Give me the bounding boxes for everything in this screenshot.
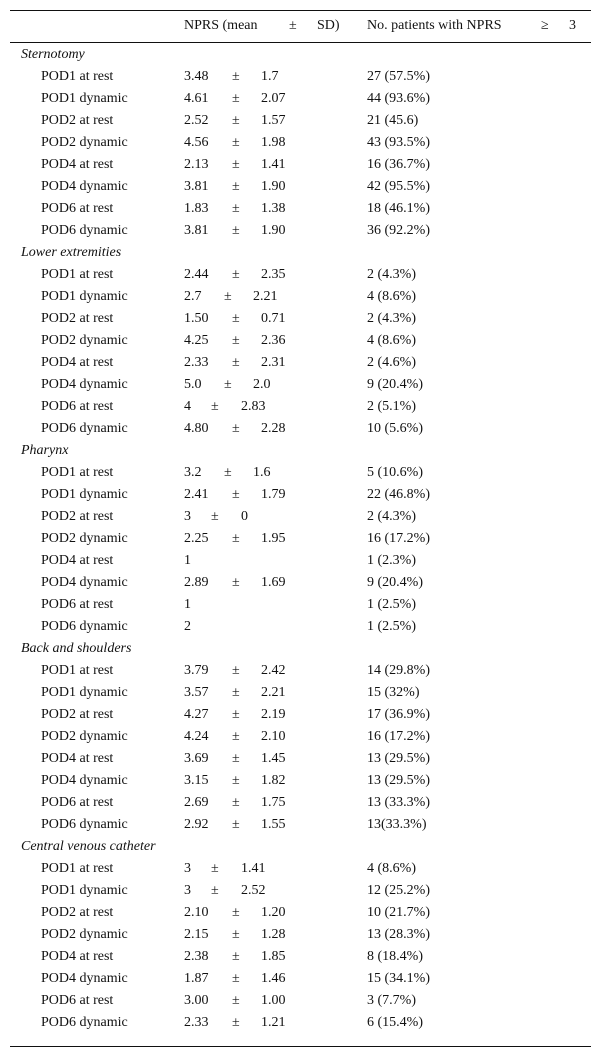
- table-row: [0, 374, 602, 396]
- mean-value: 2.92: [184, 817, 209, 832]
- table-row: [0, 616, 602, 638]
- patient-count: 4 (8.6%): [367, 333, 416, 348]
- mean-value: 4.25: [184, 333, 209, 348]
- row-label: POD4 dynamic: [41, 575, 128, 590]
- patient-count: 17 (36.9%): [367, 707, 430, 722]
- row-label: POD4 dynamic: [41, 179, 128, 194]
- plus-minus-sign: ±: [232, 91, 240, 106]
- sd-value: 1.46: [261, 971, 286, 986]
- sd-value: 1.6: [253, 465, 271, 480]
- table-row: [0, 528, 602, 550]
- plus-minus-sign: ±: [232, 707, 240, 722]
- mean-value: 3: [184, 509, 191, 524]
- patient-count: 12 (25.2%): [367, 883, 430, 898]
- sd-value: 2.0: [253, 377, 271, 392]
- mean-value: 2.10: [184, 905, 209, 920]
- table-row: [0, 968, 602, 990]
- sd-value: 2.31: [261, 355, 286, 370]
- plus-minus-sign: ±: [232, 421, 240, 436]
- patient-count: 10 (21.7%): [367, 905, 430, 920]
- patient-count: 27 (57.5%): [367, 69, 430, 84]
- mean-value: 1: [184, 553, 191, 568]
- mean-value: 3.15: [184, 773, 209, 788]
- table-row: [0, 550, 602, 572]
- row-label: POD1 at rest: [41, 663, 114, 678]
- patient-count: 1 (2.5%): [367, 619, 416, 634]
- table-row: [0, 748, 602, 770]
- group-heading: Sternotomy: [21, 47, 85, 62]
- sd-value: 1.85: [261, 949, 286, 964]
- sd-value: 2.07: [261, 91, 286, 106]
- table-row: [0, 1012, 602, 1034]
- mean-value: 1.87: [184, 971, 209, 986]
- sd-value: 2.42: [261, 663, 286, 678]
- group-heading: Lower extremities: [21, 245, 122, 260]
- table-row: [0, 418, 602, 440]
- patient-count: 13 (29.5%): [367, 773, 430, 788]
- sd-value: 2.83: [241, 399, 266, 414]
- plus-minus-sign: ±: [232, 333, 240, 348]
- patient-count: 18 (46.1%): [367, 201, 430, 216]
- patient-count: 21 (45.6): [367, 113, 419, 128]
- plus-minus-sign: ±: [232, 531, 240, 546]
- row-label: POD4 at rest: [41, 751, 114, 766]
- plus-minus-sign: ±: [232, 949, 240, 964]
- mean-value: 5.0: [184, 377, 202, 392]
- group-heading: Back and shoulders: [21, 641, 132, 656]
- sd-value: 1.20: [261, 905, 286, 920]
- table-row: [0, 858, 602, 880]
- table-row: [0, 110, 602, 132]
- row-label: POD4 at rest: [41, 355, 114, 370]
- mean-value: 2.15: [184, 927, 209, 942]
- patient-count: 1 (2.3%): [367, 553, 416, 568]
- table-row: [0, 990, 602, 1012]
- plus-minus-sign: ±: [232, 773, 240, 788]
- row-label: POD4 at rest: [41, 553, 114, 568]
- header-greater-equal: ≥: [541, 18, 549, 33]
- table-row: [0, 220, 602, 242]
- sd-value: 1.21: [261, 1015, 286, 1030]
- plus-minus-sign: ±: [232, 751, 240, 766]
- mean-value: 3.81: [184, 179, 209, 194]
- mean-value: 1: [184, 597, 191, 612]
- mean-value: 2.44: [184, 267, 209, 282]
- plus-minus-sign: ±: [232, 795, 240, 810]
- row-label: POD6 dynamic: [41, 619, 128, 634]
- row-label: POD4 dynamic: [41, 377, 128, 392]
- group-heading: Central venous catheter: [21, 839, 156, 854]
- sd-value: 2.35: [261, 267, 286, 282]
- row-label: POD2 at rest: [41, 311, 114, 326]
- plus-minus-sign: ±: [232, 487, 240, 502]
- patient-count: 9 (20.4%): [367, 377, 423, 392]
- plus-minus-sign: ±: [232, 179, 240, 194]
- table-row: [0, 902, 602, 924]
- sd-value: 1.90: [261, 179, 286, 194]
- patient-count: 13 (28.3%): [367, 927, 430, 942]
- plus-minus-sign: ±: [232, 685, 240, 700]
- row-label: POD6 dynamic: [41, 223, 128, 238]
- row-label: POD1 at rest: [41, 861, 114, 876]
- sd-value: 1.69: [261, 575, 286, 590]
- sd-value: 2.28: [261, 421, 286, 436]
- patient-count: 5 (10.6%): [367, 465, 423, 480]
- row-label: POD6 at rest: [41, 201, 114, 216]
- table-row: [0, 704, 602, 726]
- row-label: POD4 dynamic: [41, 773, 128, 788]
- patient-count: 2 (4.3%): [367, 311, 416, 326]
- mean-value: 4.61: [184, 91, 209, 106]
- row-label: POD1 dynamic: [41, 685, 128, 700]
- mean-value: 2.38: [184, 949, 209, 964]
- plus-minus-sign: ±: [232, 927, 240, 942]
- sd-value: 2.21: [253, 289, 278, 304]
- table-row: [0, 594, 602, 616]
- row-label: POD6 at rest: [41, 795, 114, 810]
- mean-value: 4.27: [184, 707, 209, 722]
- mean-value: 2: [184, 619, 191, 634]
- table-row: [0, 682, 602, 704]
- patient-count: 16 (36.7%): [367, 157, 430, 172]
- plus-minus-sign: ±: [232, 1015, 240, 1030]
- mean-value: 4.80: [184, 421, 209, 436]
- plus-minus-sign: ±: [232, 575, 240, 590]
- mean-value: 3.79: [184, 663, 209, 678]
- sd-value: 2.52: [241, 883, 266, 898]
- plus-minus-sign: ±: [211, 399, 219, 414]
- row-label: POD6 dynamic: [41, 817, 128, 832]
- plus-minus-sign: ±: [232, 113, 240, 128]
- patient-count: 16 (17.2%): [367, 729, 430, 744]
- plus-minus-sign: ±: [232, 729, 240, 744]
- patient-count: 16 (17.2%): [367, 531, 430, 546]
- plus-minus-sign: ±: [211, 883, 219, 898]
- row-label: POD4 dynamic: [41, 971, 128, 986]
- header-nprs-mean: NPRS (mean: [184, 18, 258, 33]
- patient-count: 36 (92.2%): [367, 223, 430, 238]
- plus-minus-sign: ±: [232, 223, 240, 238]
- mean-value: 3.69: [184, 751, 209, 766]
- table-row: [0, 814, 602, 836]
- row-label: POD2 at rest: [41, 707, 114, 722]
- patient-count: 6 (15.4%): [367, 1015, 423, 1030]
- patient-count: 15 (32%): [367, 685, 420, 700]
- plus-minus-sign: ±: [211, 509, 219, 524]
- mean-value: 2.41: [184, 487, 209, 502]
- table-row: [0, 132, 602, 154]
- patient-count: 4 (8.6%): [367, 861, 416, 876]
- patient-count: 3 (7.7%): [367, 993, 416, 1008]
- row-label: POD2 dynamic: [41, 531, 128, 546]
- row-label: POD2 at rest: [41, 509, 114, 524]
- mean-value: 4.24: [184, 729, 209, 744]
- table-row: [0, 792, 602, 814]
- header-patient-count: No. patients with NPRS: [367, 18, 502, 33]
- sd-value: 1.90: [261, 223, 286, 238]
- table-row: [0, 946, 602, 968]
- row-label: POD4 at rest: [41, 949, 114, 964]
- mean-value: 2.33: [184, 1015, 209, 1030]
- plus-minus-sign: ±: [232, 971, 240, 986]
- table-row: [0, 330, 602, 352]
- row-label: POD1 dynamic: [41, 91, 128, 106]
- row-label: POD6 dynamic: [41, 1015, 128, 1030]
- patient-count: 42 (95.5%): [367, 179, 430, 194]
- plus-minus-sign: ±: [232, 311, 240, 326]
- row-label: POD1 dynamic: [41, 487, 128, 502]
- table-row: [0, 880, 602, 902]
- table-row: [0, 264, 602, 286]
- sd-value: 1.41: [261, 157, 286, 172]
- table-row: [0, 924, 602, 946]
- mean-value: 4: [184, 399, 191, 414]
- plus-minus-sign: ±: [232, 993, 240, 1008]
- patient-count: 1 (2.5%): [367, 597, 416, 612]
- sd-value: 1.28: [261, 927, 286, 942]
- patient-count: 4 (8.6%): [367, 289, 416, 304]
- patient-count: 2 (4.3%): [367, 267, 416, 282]
- header-divider-rule: [10, 42, 591, 43]
- table-row: [0, 176, 602, 198]
- sd-value: 2.19: [261, 707, 286, 722]
- plus-minus-sign: ±: [232, 663, 240, 678]
- sd-value: 1.7: [261, 69, 279, 84]
- header-plus-minus: ±: [289, 18, 297, 33]
- table-row: [0, 396, 602, 418]
- patient-count: 8 (18.4%): [367, 949, 423, 964]
- mean-value: 1.83: [184, 201, 209, 216]
- plus-minus-sign: ±: [232, 817, 240, 832]
- sd-value: 2.10: [261, 729, 286, 744]
- table-body: [0, 44, 602, 1034]
- header-sd: SD): [317, 18, 340, 33]
- row-label: POD1 dynamic: [41, 289, 128, 304]
- patient-count: 44 (93.6%): [367, 91, 430, 106]
- mean-value: 2.52: [184, 113, 209, 128]
- sd-value: 1.41: [241, 861, 266, 876]
- table-bottom-rule: [10, 1046, 591, 1047]
- mean-value: 2.69: [184, 795, 209, 810]
- mean-value: 1.50: [184, 311, 209, 326]
- table-row: [0, 726, 602, 748]
- row-label: POD2 at rest: [41, 113, 114, 128]
- mean-value: 3: [184, 883, 191, 898]
- plus-minus-sign: ±: [232, 355, 240, 370]
- row-label: POD6 at rest: [41, 993, 114, 1008]
- group-heading: Pharynx: [21, 443, 69, 458]
- mean-value: 3.57: [184, 685, 209, 700]
- table-row: [0, 66, 602, 88]
- row-label: POD2 dynamic: [41, 333, 128, 348]
- patient-count: 9 (20.4%): [367, 575, 423, 590]
- row-label: POD1 dynamic: [41, 883, 128, 898]
- table-row: [0, 462, 602, 484]
- table-row: [0, 308, 602, 330]
- sd-value: 1.55: [261, 817, 286, 832]
- patient-count: 13 (29.5%): [367, 751, 430, 766]
- mean-value: 2.7: [184, 289, 202, 304]
- plus-minus-sign: ±: [232, 135, 240, 150]
- table-row: [0, 660, 602, 682]
- mean-value: 3.81: [184, 223, 209, 238]
- row-label: POD6 dynamic: [41, 421, 128, 436]
- sd-value: 1.75: [261, 795, 286, 810]
- plus-minus-sign: ±: [232, 157, 240, 172]
- row-label: POD1 at rest: [41, 69, 114, 84]
- table-row: [0, 198, 602, 220]
- mean-value: 3.48: [184, 69, 209, 84]
- sd-value: 1.38: [261, 201, 286, 216]
- table-row: [0, 484, 602, 506]
- sd-value: 1.45: [261, 751, 286, 766]
- mean-value: 2.33: [184, 355, 209, 370]
- patient-count: 2 (4.6%): [367, 355, 416, 370]
- table-row: [0, 352, 602, 374]
- plus-minus-sign: ±: [224, 465, 232, 480]
- table-top-rule: [10, 10, 591, 11]
- patient-count: 22 (46.8%): [367, 487, 430, 502]
- table-row: [0, 506, 602, 528]
- table-row: [0, 572, 602, 594]
- patient-count: 2 (4.3%): [367, 509, 416, 524]
- row-label: POD1 at rest: [41, 267, 114, 282]
- row-label: POD1 at rest: [41, 465, 114, 480]
- row-label: POD2 dynamic: [41, 729, 128, 744]
- patient-count: 13(33.3%): [367, 817, 427, 832]
- sd-value: 2.36: [261, 333, 286, 348]
- row-label: POD2 dynamic: [41, 135, 128, 150]
- sd-value: 1.00: [261, 993, 286, 1008]
- table-row: [0, 770, 602, 792]
- mean-value: 2.13: [184, 157, 209, 172]
- sd-value: 2.21: [261, 685, 286, 700]
- sd-value: 1.79: [261, 487, 286, 502]
- mean-value: 2.25: [184, 531, 209, 546]
- mean-value: 3.00: [184, 993, 209, 1008]
- plus-minus-sign: ±: [232, 905, 240, 920]
- sd-value: 1.95: [261, 531, 286, 546]
- header-threshold: 3: [569, 18, 576, 33]
- table-row: [0, 286, 602, 308]
- mean-value: 3: [184, 861, 191, 876]
- row-label: POD2 at rest: [41, 905, 114, 920]
- patient-count: 15 (34.1%): [367, 971, 430, 986]
- row-label: POD6 at rest: [41, 597, 114, 612]
- patient-count: 2 (5.1%): [367, 399, 416, 414]
- sd-value: 1.57: [261, 113, 286, 128]
- sd-value: 1.82: [261, 773, 286, 788]
- mean-value: 2.89: [184, 575, 209, 590]
- plus-minus-sign: ±: [211, 861, 219, 876]
- plus-minus-sign: ±: [224, 377, 232, 392]
- table-row: [0, 88, 602, 110]
- plus-minus-sign: ±: [232, 201, 240, 216]
- patient-count: 10 (5.6%): [367, 421, 423, 436]
- patient-count: 13 (33.3%): [367, 795, 430, 810]
- patient-count: 14 (29.8%): [367, 663, 430, 678]
- mean-value: 3.2: [184, 465, 202, 480]
- sd-value: 0.71: [261, 311, 286, 326]
- table-row: [0, 154, 602, 176]
- mean-value: 4.56: [184, 135, 209, 150]
- plus-minus-sign: ±: [232, 267, 240, 282]
- row-label: POD6 at rest: [41, 399, 114, 414]
- plus-minus-sign: ±: [224, 289, 232, 304]
- patient-count: 43 (93.5%): [367, 135, 430, 150]
- row-label: POD4 at rest: [41, 157, 114, 172]
- row-label: POD2 dynamic: [41, 927, 128, 942]
- sd-value: 1.98: [261, 135, 286, 150]
- sd-value: 0: [241, 509, 248, 524]
- plus-minus-sign: ±: [232, 69, 240, 84]
